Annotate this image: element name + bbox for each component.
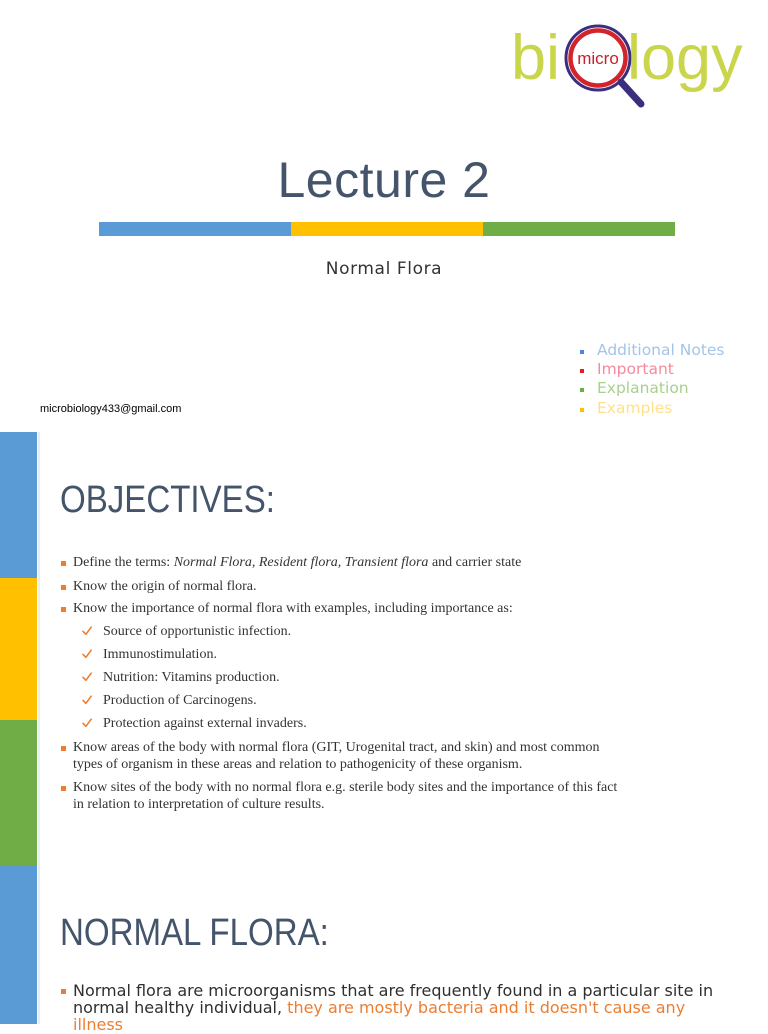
side-bar-edge: [38, 432, 40, 1024]
objective-sub-item: [103, 669, 280, 686]
objective-text-line: in relation to interpretation of culture results.: [73, 797, 325, 812]
normal-flora-heading: NORMAL FLORA:: [60, 912, 329, 954]
square-bullet-icon: [580, 408, 584, 412]
objective-text-line: Know sites of the body with no normal flora e.g. sterile body sites and the importance of this fact: [73, 780, 618, 795]
divider-segment-blue: [99, 222, 291, 236]
objective-item: [73, 554, 521, 571]
objective-item: [73, 578, 257, 595]
checkmark-icon: [82, 672, 92, 682]
objective-sub-item: [103, 623, 291, 640]
paragraph-highlight-text: they are mostly bacteria and it doesn't cause any: [287, 998, 686, 1017]
legend-label: Important: [597, 360, 674, 378]
objective-sub-item: [103, 692, 257, 709]
objective-text: Know the importance of normal flora with examples, including importance as:: [73, 601, 513, 616]
sub-item-text: Source of opportunistic infection.: [103, 624, 292, 639]
objective-text-suffix: and carrier state: [428, 555, 522, 570]
paragraph-line-2: [73, 999, 685, 1016]
divider-segment-green: [483, 222, 675, 236]
objectives-heading: OBJECTIVES:: [60, 479, 275, 521]
square-bullet-icon: [580, 369, 584, 373]
slide-title: Lecture 2: [277, 152, 491, 208]
checkmark-icon: [82, 695, 92, 705]
title-slide: [0, 0, 768, 432]
side-bar-segment-green: [0, 720, 37, 866]
checkmark-icon: [82, 626, 92, 636]
legend-item-examples: [597, 399, 672, 418]
slide-subtitle: Normal Flora: [325, 259, 443, 279]
square-bullet-icon: [61, 746, 66, 751]
objective-item: [73, 779, 617, 813]
square-bullet-icon: [61, 989, 66, 994]
sub-item-text: Immunostimulation.: [103, 647, 217, 662]
objectives-slide: [0, 432, 768, 1034]
objective-sub-item: [103, 646, 217, 663]
sub-item-text: Nutrition: Vitamins production.: [103, 670, 280, 685]
objective-text-prefix: Define the terms:: [73, 555, 174, 570]
legend-item-explanation: [597, 379, 689, 398]
paragraph-line-3: illness: [73, 1015, 123, 1034]
checkmark-icon: [82, 649, 92, 659]
side-bar-segment-blue: [0, 432, 37, 578]
objective-text-line: types of organism in these areas and relation to pathogenicity of these organism.: [73, 757, 523, 772]
legend-label: Additional Notes: [597, 341, 725, 359]
paragraph-line-1: [73, 982, 713, 999]
checkmark-icon: [82, 718, 92, 728]
legend-label: Explanation: [597, 379, 689, 397]
side-bar-segment-yellow: [0, 578, 37, 720]
divider-segment-yellow: [291, 222, 483, 236]
square-bullet-icon: [580, 350, 584, 354]
legend-item-important: [597, 360, 674, 379]
objective-item: [73, 600, 513, 617]
objective-text-line: Know areas of the body with normal flora (GIT, Urogenital tract, and skin) and most common: [73, 740, 600, 755]
square-bullet-icon: [61, 561, 66, 566]
logo-text-left: bi: [511, 23, 561, 93]
objective-text: Know the origin of normal flora.: [73, 579, 257, 594]
square-bullet-icon: [61, 786, 66, 791]
contact-email: microbiology433@gmail.com: [40, 403, 182, 415]
square-bullet-icon: [580, 388, 584, 392]
paragraph-text: Normal flora are microorganisms that are frequently found in a particular site in: [73, 981, 714, 1000]
paragraph-text: normal healthy individual,: [73, 998, 288, 1017]
objective-text-emphasis: Normal Flora, Resident flora, Transient flora: [173, 555, 429, 570]
square-bullet-icon: [61, 585, 66, 590]
sub-item-text: Production of Carcinogens.: [103, 693, 257, 708]
legend-item-additional-notes: [597, 341, 725, 360]
legend-label: Examples: [597, 399, 673, 417]
objective-sub-item: [103, 715, 307, 732]
objective-item: [73, 739, 600, 773]
sub-item-text: Protection against external invaders.: [103, 716, 307, 731]
logo-text-right: logy: [627, 23, 743, 93]
square-bullet-icon: [61, 607, 66, 612]
side-bar-segment-blue-lower: [0, 866, 37, 1024]
logo-lens-text: micro: [577, 49, 619, 68]
